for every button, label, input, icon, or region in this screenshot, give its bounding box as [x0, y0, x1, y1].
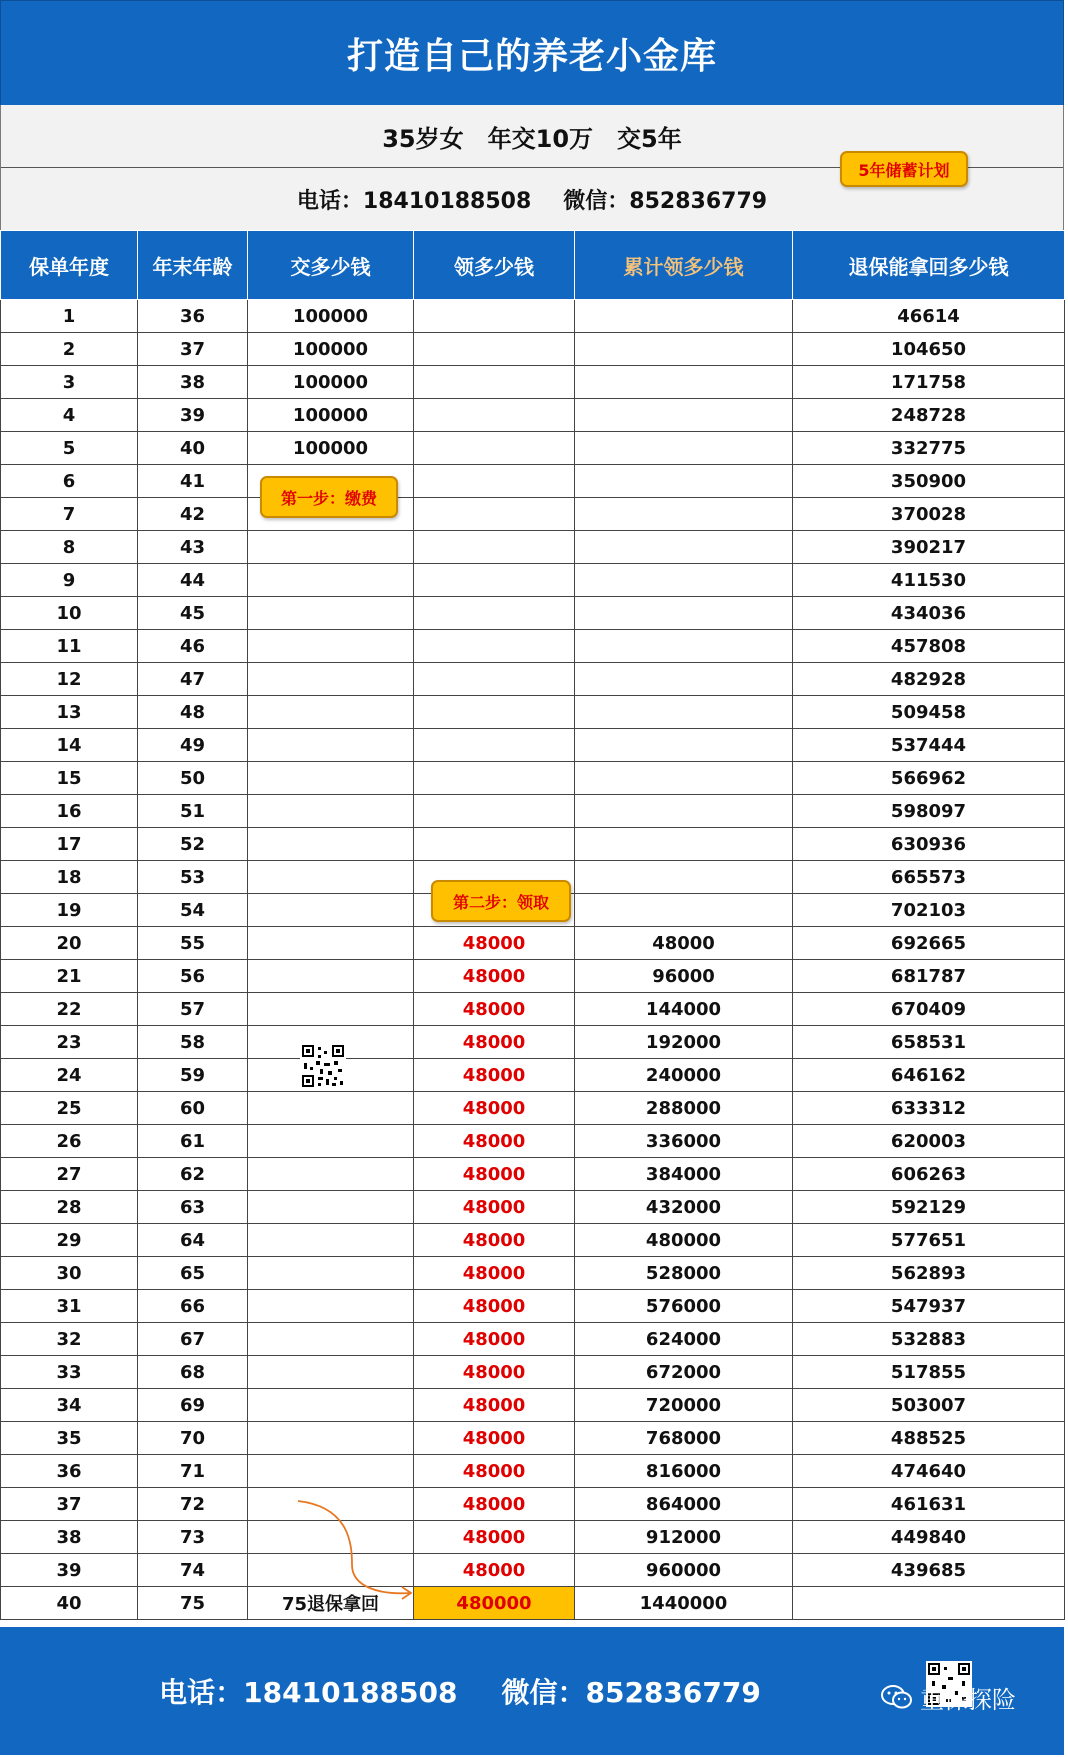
table-row — [1, 1026, 1065, 1059]
cell-cumulative — [575, 432, 793, 465]
cell-receive — [414, 333, 575, 366]
cell-cumulative — [575, 762, 793, 795]
cell-policy-year: 10 — [1, 597, 138, 630]
cell-policy-year: 16 — [1, 795, 138, 828]
cell-pay — [248, 960, 414, 993]
cell-cumulative: 48000 — [575, 927, 793, 960]
cell-policy-year: 20 — [1, 927, 138, 960]
cell-age: 37 — [138, 333, 248, 366]
cell-cumulative — [575, 366, 793, 399]
cell-cumulative: 960000 — [575, 1554, 793, 1587]
cell-surrender: 658531 — [793, 1026, 1065, 1059]
cell-receive — [414, 564, 575, 597]
cell-policy-year: 39 — [1, 1554, 138, 1587]
cell-pay — [248, 828, 414, 861]
cell-surrender: 630936 — [793, 828, 1065, 861]
table-row — [1, 432, 1065, 465]
cell-receive — [414, 366, 575, 399]
cell-surrender: 332775 — [793, 432, 1065, 465]
cell-policy-year: 32 — [1, 1323, 138, 1356]
cell-cumulative — [575, 564, 793, 597]
cell-age: 69 — [138, 1389, 248, 1422]
cell-cumulative — [575, 663, 793, 696]
cell-receive — [414, 432, 575, 465]
cell-pay: 100000 — [248, 366, 414, 399]
table-row — [1, 366, 1065, 399]
cell-cumulative: 384000 — [575, 1158, 793, 1191]
cell-age: 38 — [138, 366, 248, 399]
cell-receive: 48000 — [414, 1257, 575, 1290]
col-surrender: 退保能拿回多少钱 — [793, 231, 1065, 300]
cell-pay — [248, 630, 414, 663]
cell-policy-year: 4 — [1, 399, 138, 432]
cell-policy-year: 6 — [1, 465, 138, 498]
cell-policy-year: 19 — [1, 894, 138, 927]
cell-cumulative — [575, 465, 793, 498]
cell-receive — [414, 300, 575, 333]
cell-surrender: 532883 — [793, 1323, 1065, 1356]
footer-bar — [0, 1627, 1064, 1755]
table-row — [1, 1455, 1065, 1488]
cell-policy-year: 24 — [1, 1059, 138, 1092]
cell-receive: 48000 — [414, 1158, 575, 1191]
cell-receive — [414, 795, 575, 828]
cell-pay — [248, 1455, 414, 1488]
cell-policy-year: 17 — [1, 828, 138, 861]
table-row — [1, 465, 1065, 498]
cell-surrender: 46614 — [793, 300, 1065, 333]
cell-surrender — [793, 1587, 1065, 1620]
cell-pay — [248, 729, 414, 762]
cell-pay — [248, 1290, 414, 1323]
cell-age: 53 — [138, 861, 248, 894]
cell-age: 64 — [138, 1224, 248, 1257]
cell-cumulative: 864000 — [575, 1488, 793, 1521]
cell-pay — [248, 1422, 414, 1455]
cell-receive — [414, 828, 575, 861]
cell-receive — [414, 729, 575, 762]
cell-cumulative: 240000 — [575, 1059, 793, 1092]
cell-receive: 48000 — [414, 1323, 575, 1356]
cell-age: 71 — [138, 1455, 248, 1488]
cell-pay — [248, 1356, 414, 1389]
table-row — [1, 564, 1065, 597]
cell-policy-year: 15 — [1, 762, 138, 795]
cell-age: 55 — [138, 927, 248, 960]
cell-receive: 48000 — [414, 993, 575, 1026]
cell-pay — [248, 531, 414, 564]
cell-age: 72 — [138, 1488, 248, 1521]
cell-pay: 100000 — [248, 300, 414, 333]
cell-pay — [248, 696, 414, 729]
col-cumulative: 累计领多少钱 — [575, 231, 793, 300]
cell-surrender: 633312 — [793, 1092, 1065, 1125]
cell-surrender: 665573 — [793, 861, 1065, 894]
cell-surrender: 702103 — [793, 894, 1065, 927]
table-row — [1, 1521, 1065, 1554]
cell-pay — [248, 1092, 414, 1125]
table-row — [1, 1587, 1065, 1620]
cell-policy-year: 18 — [1, 861, 138, 894]
table-row — [1, 1290, 1065, 1323]
wechat-icon — [880, 1683, 914, 1711]
cell-surrender: 350900 — [793, 465, 1065, 498]
cell-age: 39 — [138, 399, 248, 432]
table-row — [1, 1257, 1065, 1290]
cell-cumulative — [575, 795, 793, 828]
cell-age: 67 — [138, 1323, 248, 1356]
table-row — [1, 1092, 1065, 1125]
cell-age: 57 — [138, 993, 248, 1026]
cell-surrender: 370028 — [793, 498, 1065, 531]
table-row — [1, 1422, 1065, 1455]
cell-surrender: 457808 — [793, 630, 1065, 663]
cell-receive — [414, 597, 575, 630]
cell-surrender: 547937 — [793, 1290, 1065, 1323]
cell-receive — [414, 663, 575, 696]
cell-surrender: 461631 — [793, 1488, 1065, 1521]
cell-receive: 48000 — [414, 1422, 575, 1455]
cell-policy-year: 7 — [1, 498, 138, 531]
cell-surrender: 646162 — [793, 1059, 1065, 1092]
cell-surrender: 434036 — [793, 597, 1065, 630]
cell-cumulative: 912000 — [575, 1521, 793, 1554]
table-row — [1, 1389, 1065, 1422]
col-receive: 领多少钱 — [414, 231, 575, 300]
cell-cumulative — [575, 828, 793, 861]
cell-surrender: 517855 — [793, 1356, 1065, 1389]
cell-cumulative: 96000 — [575, 960, 793, 993]
cell-age: 56 — [138, 960, 248, 993]
cell-cumulative: 432000 — [575, 1191, 793, 1224]
cell-surrender: 482928 — [793, 663, 1065, 696]
cell-policy-year: 26 — [1, 1125, 138, 1158]
cell-age: 58 — [138, 1026, 248, 1059]
cell-pay — [248, 663, 414, 696]
cell-cumulative: 720000 — [575, 1389, 793, 1422]
cell-surrender: 411530 — [793, 564, 1065, 597]
annual-premium: 年交10万 — [487, 124, 594, 153]
cell-receive: 48000 — [414, 1356, 575, 1389]
cell-policy-year: 31 — [1, 1290, 138, 1323]
table-row — [1, 300, 1065, 333]
qr-code-icon — [300, 1043, 346, 1089]
cell-surrender: 606263 — [793, 1158, 1065, 1191]
cell-surrender: 537444 — [793, 729, 1065, 762]
table-row — [1, 729, 1065, 762]
contact-wechat: 微信：852836779 — [563, 188, 768, 214]
cell-surrender: 171758 — [793, 366, 1065, 399]
table-row — [1, 333, 1065, 366]
cell-age: 62 — [138, 1158, 248, 1191]
cell-policy-year: 25 — [1, 1092, 138, 1125]
cell-surrender: 474640 — [793, 1455, 1065, 1488]
cell-cumulative: 192000 — [575, 1026, 793, 1059]
cell-pay — [248, 1158, 414, 1191]
cell-pay — [248, 1257, 414, 1290]
cell-cumulative: 672000 — [575, 1356, 793, 1389]
cell-receive: 48000 — [414, 1554, 575, 1587]
cell-age: 44 — [138, 564, 248, 597]
cell-receive — [414, 498, 575, 531]
footer-phone: 电话：18410188508 — [159, 1676, 458, 1709]
cell-cumulative: 528000 — [575, 1257, 793, 1290]
cell-age: 73 — [138, 1521, 248, 1554]
table-row — [1, 630, 1065, 663]
table-row — [1, 1224, 1065, 1257]
cell-age: 41 — [138, 465, 248, 498]
benefit-table — [0, 231, 1065, 1620]
step1-callout: 第一步：缴费 — [260, 476, 398, 518]
col-age: 年末年龄 — [138, 231, 248, 300]
age-gender: 35岁女 — [382, 124, 464, 153]
table-row — [1, 1125, 1065, 1158]
cell-policy-year: 3 — [1, 366, 138, 399]
cell-cumulative — [575, 597, 793, 630]
table-row — [1, 1554, 1065, 1587]
cell-age: 50 — [138, 762, 248, 795]
cell-cumulative — [575, 894, 793, 927]
cell-surrender: 592129 — [793, 1191, 1065, 1224]
cell-cumulative — [575, 696, 793, 729]
cell-surrender: 577651 — [793, 1224, 1065, 1257]
cell-policy-year: 9 — [1, 564, 138, 597]
cell-policy-year: 30 — [1, 1257, 138, 1290]
cell-policy-year: 1 — [1, 300, 138, 333]
cell-policy-year: 38 — [1, 1521, 138, 1554]
table-row — [1, 828, 1065, 861]
col-pay: 交多少钱 — [248, 231, 414, 300]
table-row — [1, 795, 1065, 828]
cell-pay: 75退保拿回 — [248, 1587, 414, 1620]
cell-cumulative — [575, 531, 793, 564]
cell-pay — [248, 1125, 414, 1158]
cell-pay — [248, 795, 414, 828]
cell-age: 45 — [138, 597, 248, 630]
cell-policy-year: 35 — [1, 1422, 138, 1455]
cell-surrender: 566962 — [793, 762, 1065, 795]
cell-surrender: 681787 — [793, 960, 1065, 993]
page-title: 打造自己的养老小金库 — [0, 0, 1064, 106]
cell-cumulative: 1440000 — [575, 1587, 793, 1620]
cell-cumulative — [575, 498, 793, 531]
cell-age: 42 — [138, 498, 248, 531]
cell-policy-year: 13 — [1, 696, 138, 729]
table-row — [1, 399, 1065, 432]
cell-surrender: 488525 — [793, 1422, 1065, 1455]
cell-cumulative: 288000 — [575, 1092, 793, 1125]
cell-policy-year: 23 — [1, 1026, 138, 1059]
cell-policy-year: 29 — [1, 1224, 138, 1257]
table-row — [1, 498, 1065, 531]
plan-badge: 5年储蓄计划 — [840, 151, 968, 187]
cell-policy-year: 5 — [1, 432, 138, 465]
cell-policy-year: 14 — [1, 729, 138, 762]
cell-policy-year: 36 — [1, 1455, 138, 1488]
cell-receive: 48000 — [414, 1125, 575, 1158]
cell-policy-year: 8 — [1, 531, 138, 564]
cell-pay: 100000 — [248, 333, 414, 366]
cell-receive: 48000 — [414, 1092, 575, 1125]
table-row — [1, 927, 1065, 960]
cell-age: 51 — [138, 795, 248, 828]
cell-pay — [248, 564, 414, 597]
cell-pay — [248, 762, 414, 795]
cell-surrender: 692665 — [793, 927, 1065, 960]
cell-policy-year: 12 — [1, 663, 138, 696]
cell-age: 70 — [138, 1422, 248, 1455]
table-row — [1, 1323, 1065, 1356]
cell-cumulative: 624000 — [575, 1323, 793, 1356]
cell-policy-year: 27 — [1, 1158, 138, 1191]
cell-receive: 48000 — [414, 1521, 575, 1554]
cell-receive — [414, 465, 575, 498]
cell-pay — [248, 597, 414, 630]
cell-age: 48 — [138, 696, 248, 729]
cell-cumulative — [575, 630, 793, 663]
cell-receive — [414, 696, 575, 729]
cell-cumulative — [575, 729, 793, 762]
col-policy-year: 保单年度 — [1, 231, 138, 300]
cell-pay — [248, 861, 414, 894]
cell-receive: 48000 — [414, 1290, 575, 1323]
footer-contact — [0, 1627, 920, 1755]
cell-cumulative — [575, 399, 793, 432]
cell-policy-year: 22 — [1, 993, 138, 1026]
cell-receive: 48000 — [414, 927, 575, 960]
cell-pay — [248, 1389, 414, 1422]
cell-policy-year: 2 — [1, 333, 138, 366]
cell-receive — [414, 399, 575, 432]
cell-receive: 48000 — [414, 1455, 575, 1488]
table-row — [1, 696, 1065, 729]
cell-receive: 48000 — [414, 1488, 575, 1521]
cell-cumulative — [575, 333, 793, 366]
cell-receive: 48000 — [414, 960, 575, 993]
cell-pay: 100000 — [248, 432, 414, 465]
table-row — [1, 663, 1065, 696]
cell-age: 61 — [138, 1125, 248, 1158]
table-row — [1, 1158, 1065, 1191]
cell-age: 52 — [138, 828, 248, 861]
cell-age: 43 — [138, 531, 248, 564]
cell-policy-year: 40 — [1, 1587, 138, 1620]
step2-callout: 第二步：领取 — [431, 880, 571, 922]
cell-receive — [414, 531, 575, 564]
cell-policy-year: 37 — [1, 1488, 138, 1521]
cell-policy-year: 21 — [1, 960, 138, 993]
cell-age: 63 — [138, 1191, 248, 1224]
cell-pay — [248, 1191, 414, 1224]
cell-age: 75 — [138, 1587, 248, 1620]
cell-receive: 48000 — [414, 1389, 575, 1422]
table-row — [1, 531, 1065, 564]
table-row — [1, 597, 1065, 630]
cell-cumulative: 816000 — [575, 1455, 793, 1488]
cell-policy-year: 11 — [1, 630, 138, 663]
cell-age: 66 — [138, 1290, 248, 1323]
cell-policy-year: 34 — [1, 1389, 138, 1422]
cell-age: 40 — [138, 432, 248, 465]
cell-cumulative — [575, 861, 793, 894]
cell-age: 68 — [138, 1356, 248, 1389]
cell-cumulative: 480000 — [575, 1224, 793, 1257]
curved-arrow-icon — [290, 1495, 420, 1605]
contact-phone: 电话：18410188508 — [296, 188, 532, 214]
table-row — [1, 960, 1065, 993]
cell-surrender: 562893 — [793, 1257, 1065, 1290]
cell-surrender: 509458 — [793, 696, 1065, 729]
cell-receive: 480000 — [414, 1587, 575, 1620]
cell-age: 59 — [138, 1059, 248, 1092]
cell-pay: 100000 — [248, 399, 414, 432]
footer-wechat: 微信：852836779 — [501, 1676, 761, 1709]
cell-receive — [414, 762, 575, 795]
cell-age: 46 — [138, 630, 248, 663]
cell-pay — [248, 993, 414, 1026]
payment-term: 交5年 — [617, 124, 682, 153]
cell-age: 54 — [138, 894, 248, 927]
cell-age: 60 — [138, 1092, 248, 1125]
table-row — [1, 1488, 1065, 1521]
cell-cumulative: 768000 — [575, 1422, 793, 1455]
cell-age: 74 — [138, 1554, 248, 1587]
cell-cumulative: 144000 — [575, 993, 793, 1026]
cell-pay — [248, 927, 414, 960]
cell-receive: 48000 — [414, 1191, 575, 1224]
cell-surrender: 449840 — [793, 1521, 1065, 1554]
table-row — [1, 762, 1065, 795]
cell-cumulative: 576000 — [575, 1290, 793, 1323]
cell-receive: 48000 — [414, 1026, 575, 1059]
cell-surrender: 248728 — [793, 399, 1065, 432]
cell-surrender: 503007 — [793, 1389, 1065, 1422]
cell-surrender: 439685 — [793, 1554, 1065, 1587]
cell-policy-year: 28 — [1, 1191, 138, 1224]
cell-age: 65 — [138, 1257, 248, 1290]
cell-policy-year: 33 — [1, 1356, 138, 1389]
table-row — [1, 1356, 1065, 1389]
cell-age: 47 — [138, 663, 248, 696]
cell-pay — [248, 894, 414, 927]
table-row — [1, 1191, 1065, 1224]
brand-watermark — [880, 1677, 1016, 1717]
brand-name: 重保探险 — [920, 1685, 1016, 1714]
cell-age: 49 — [138, 729, 248, 762]
cell-receive: 48000 — [414, 1224, 575, 1257]
table-row — [1, 1059, 1065, 1092]
cell-receive: 48000 — [414, 1059, 575, 1092]
table-row — [1, 993, 1065, 1026]
cell-cumulative: 336000 — [575, 1125, 793, 1158]
cell-pay — [248, 1224, 414, 1257]
cell-surrender: 390217 — [793, 531, 1065, 564]
cell-surrender: 670409 — [793, 993, 1065, 1026]
cell-surrender: 598097 — [793, 795, 1065, 828]
table-header-row — [1, 231, 1065, 300]
cell-surrender: 620003 — [793, 1125, 1065, 1158]
cell-cumulative — [575, 300, 793, 333]
cell-age: 36 — [138, 300, 248, 333]
cell-pay — [248, 1323, 414, 1356]
cell-surrender: 104650 — [793, 333, 1065, 366]
cell-receive — [414, 630, 575, 663]
